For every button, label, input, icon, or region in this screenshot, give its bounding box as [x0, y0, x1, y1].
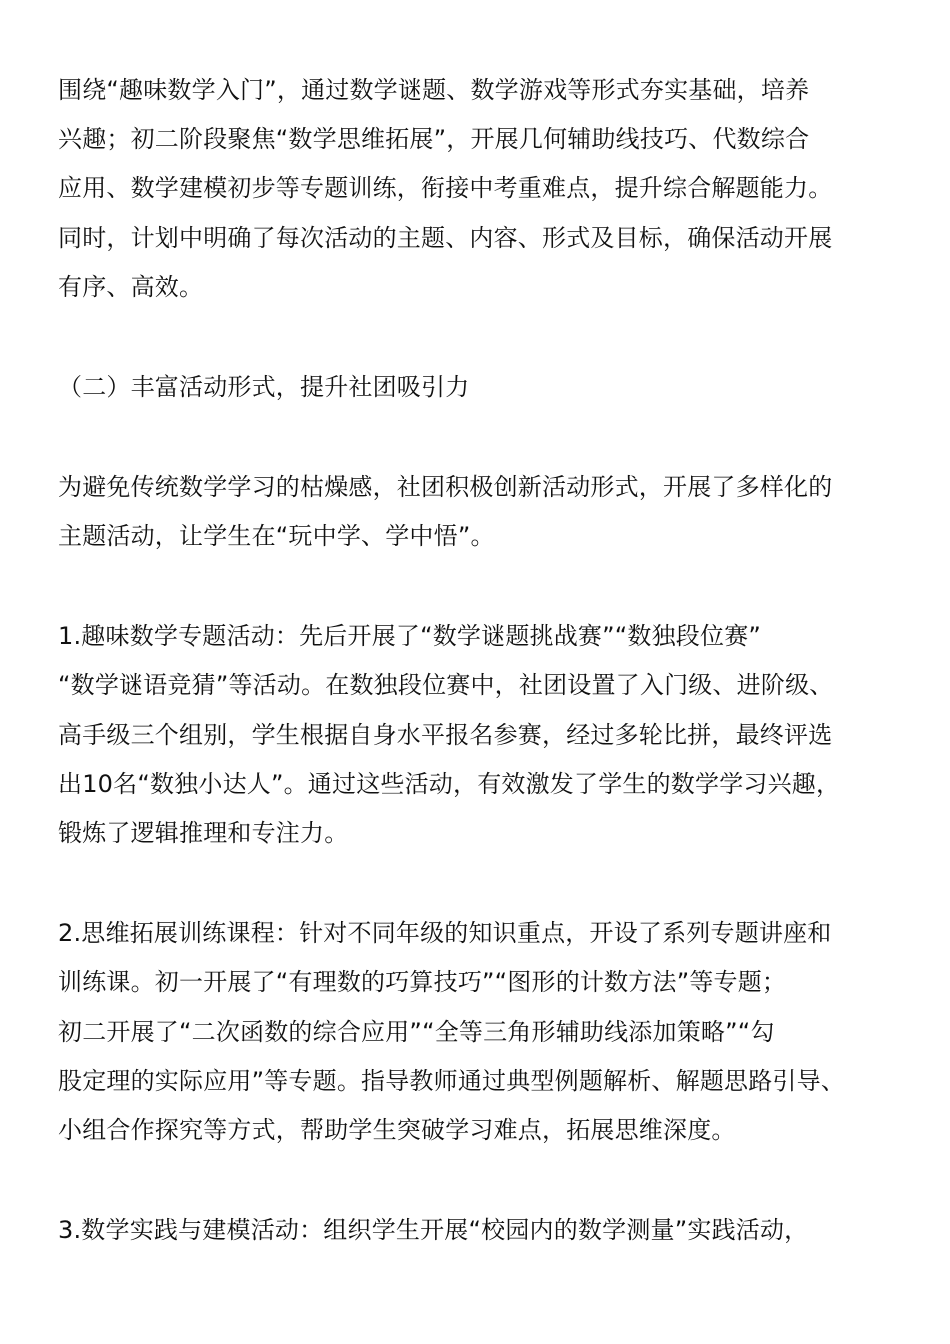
paragraph-1-line: 有序、高效。: [58, 273, 204, 301]
paragraph-2-line: 为避免传统数学学习的枯燥感，社团积极创新活动形式，开展了多样化的: [58, 473, 833, 501]
section-heading: （二）丰富活动形式，提升社团吸引力: [58, 373, 470, 401]
item-1-line: 高手级三个组别，学生根据自身水平报名参赛，经过多轮比拼，最终评选: [58, 721, 833, 749]
item-2-line: 小组合作探究等方式，帮助学生突破学习难点，拓展思维深度。: [58, 1116, 736, 1144]
item-2-line: 初二开展了“二次函数的综合应用”“全等三角形辅助线添加策略”“勾: [58, 1018, 775, 1046]
item-3-line: 3.数学实践与建模活动：组织学生开展“校园内的数学测量”实践活动，: [58, 1216, 809, 1244]
item-2-line: 股定理的实际应用”等专题。指导教师通过典型例题解析、解题思路引导、: [58, 1067, 846, 1095]
item-1-line: “数学谜语竞猜”等活动。在数独段位赛中，社团设置了入门级、进阶级、: [58, 671, 834, 699]
item-1-line: 1.趣味数学专题活动：先后开展了“数学谜题挑战赛”“数独段位赛”: [58, 622, 762, 650]
paragraph-1-line: 应用、数学建模初步等专题训练，衔接中考重难点，提升综合解题能力。: [58, 174, 833, 202]
paragraph-1-line: 兴趣；初二阶段聚焦“数学思维拓展”，开展几何辅助线技巧、代数综合: [58, 125, 810, 153]
paragraph-1-line: 围绕“趣味数学入门”，通过数学谜题、数学游戏等形式夯实基础，培养: [58, 76, 810, 104]
item-2-line: 训练课。初一开展了“有理数的巧算技巧”“图形的计数方法”等专题；: [58, 968, 787, 996]
item-2-line: 2.思维拓展训练课程：针对不同年级的知识重点，开设了系列专题讲座和: [58, 919, 832, 947]
item-1-line: 锻炼了逻辑推理和专注力。: [58, 819, 349, 847]
paragraph-2-line: 主题活动，让学生在“玩中学、学中悟”。: [58, 522, 495, 550]
item-1-line: 出10名“数独小达人”。通过这些活动，有效激发了学生的数学学习兴趣，: [58, 770, 841, 798]
paragraph-1-line: 同时，计划中明确了每次活动的主题、内容、形式及目标，确保活动开展: [58, 224, 833, 252]
